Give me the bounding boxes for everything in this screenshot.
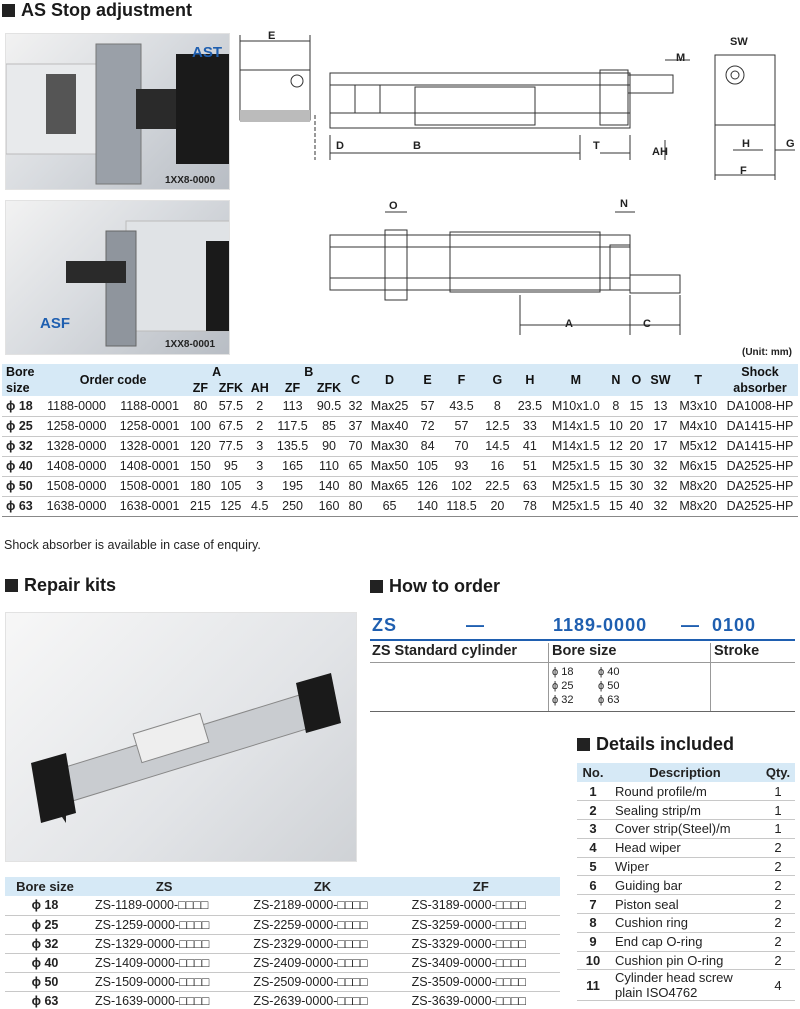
detail-cell-no: 7: [577, 895, 609, 914]
spec-cell: 3: [247, 436, 272, 456]
spec-cell-bore: ϕ 18: [2, 396, 40, 416]
repair-kit-photo: [5, 612, 357, 862]
kit-cell-code: ZS-2189-0000-□□□□: [243, 896, 401, 915]
th-det-qty: Qty.: [761, 763, 795, 782]
detail-cell-qty: 2: [761, 932, 795, 951]
detail-row: [577, 820, 795, 839]
spec-cell: DA1008-HP: [722, 396, 798, 416]
kit-row: [5, 953, 560, 972]
spec-cell: 84: [413, 436, 441, 456]
kit-cell-bore: ϕ 40: [5, 953, 85, 972]
dim-label-C: C: [643, 318, 651, 330]
spec-cell: M25x1.5: [546, 476, 606, 496]
spec-cell: 135.5: [272, 436, 312, 456]
detail-cell-desc: Guiding bar: [609, 876, 761, 895]
spec-cell: 20: [626, 416, 647, 436]
detail-cell-qty: 2: [761, 857, 795, 876]
order-code-stroke: 0100: [712, 615, 757, 635]
order-code-zs: ZS: [372, 615, 398, 635]
spec-cell: 125: [215, 496, 247, 516]
order-vline-1: [548, 643, 549, 711]
kit-cell-code: ZS-2329-0000-□□□□: [243, 934, 401, 953]
section-title-details: Details included: [577, 734, 734, 755]
spec-cell-bore: ϕ 25: [2, 416, 40, 436]
kit-cell-code: ZS-1409-0000-□□□□: [85, 953, 243, 972]
th-AH: AH: [247, 364, 272, 396]
section-square-icon: [370, 580, 383, 593]
kit-cell-bore: ϕ 50: [5, 972, 85, 991]
spec-cell: 140: [413, 496, 441, 516]
spec-row: [2, 496, 798, 516]
th-E: E: [413, 364, 441, 396]
spec-cell: 102: [442, 476, 481, 496]
dim-label-O: O: [389, 200, 398, 212]
detail-cell-no: 3: [577, 820, 609, 839]
th-G: G: [481, 364, 513, 396]
spec-cell: 32: [647, 456, 675, 476]
kit-cell-code: ZS-2259-0000-□□□□: [243, 915, 401, 934]
spec-cell: 80: [345, 496, 366, 516]
th-bore: Bore size: [2, 364, 40, 396]
detail-row: [577, 970, 795, 1001]
th-A-ZFK: ZFK: [215, 380, 247, 396]
spec-cell: 1188-0000: [40, 396, 113, 416]
unit-label: (Unit: mm): [742, 347, 792, 358]
spec-cell: 32: [345, 396, 366, 416]
spec-cell: 126: [413, 476, 441, 496]
spec-cell: 4.5: [247, 496, 272, 516]
spec-cell: 118.5: [442, 496, 481, 516]
dim-label-H: H: [742, 138, 750, 150]
section-title-repair-kits: Repair kits: [5, 575, 116, 596]
spec-cell: M4x10: [674, 416, 722, 436]
spec-cell: Max30: [366, 436, 414, 456]
section-square-icon: [2, 4, 15, 17]
spec-cell: M5x12: [674, 436, 722, 456]
spec-cell: 13: [647, 396, 675, 416]
detail-cell-desc: Piston seal: [609, 895, 761, 914]
detail-cell-qty: 1: [761, 782, 795, 801]
spec-cell: 165: [272, 456, 312, 476]
spec-cell: 85: [313, 416, 345, 436]
dim-label-AH: AH: [652, 146, 668, 158]
kit-row: [5, 915, 560, 934]
spec-cell: M6x15: [674, 456, 722, 476]
spec-cell: 17: [647, 436, 675, 456]
spec-cell: 105: [215, 476, 247, 496]
spec-cell: 15: [606, 456, 627, 476]
detail-cell-qty: 2: [761, 914, 795, 933]
section-title-how-to-order: How to order: [370, 576, 500, 597]
detail-cell-qty: 2: [761, 838, 795, 857]
asf-photo: [5, 200, 230, 355]
spec-cell: 57: [442, 416, 481, 436]
order-col-standard: ZS Standard cylinder: [372, 643, 518, 659]
detail-cell-no: 8: [577, 914, 609, 933]
repair-kits-body: [5, 896, 560, 1009]
spec-cell: 33: [514, 416, 546, 436]
spec-cell: DA2525-HP: [722, 496, 798, 516]
spec-cell: 1508-0001: [113, 476, 186, 496]
detail-cell-qty: 2: [761, 895, 795, 914]
spec-cell: 1408-0000: [40, 456, 113, 476]
detail-cell-no: 4: [577, 838, 609, 857]
order-underline: [370, 639, 795, 641]
spec-cell: 90.5: [313, 396, 345, 416]
spec-cell: M14x1.5: [546, 416, 606, 436]
detail-cell-no: 9: [577, 932, 609, 951]
spec-cell: 63: [514, 476, 546, 496]
th-order-code: Order code: [40, 364, 186, 396]
order-bores-right: ϕ 40 ϕ 50 ϕ 63: [598, 666, 620, 706]
dim-label-A: A: [565, 318, 573, 330]
th-A-ZF: ZF: [186, 380, 214, 396]
spec-cell: 57.5: [215, 396, 247, 416]
spec-cell: 113: [272, 396, 312, 416]
order-bores-left: ϕ 18 ϕ 25 ϕ 32: [552, 666, 574, 706]
detail-cell-qty: 4: [761, 970, 795, 1001]
kit-cell-code: ZS-2509-0000-□□□□: [243, 972, 401, 991]
detail-cell-no: 1: [577, 782, 609, 801]
spec-cell: 95: [215, 456, 247, 476]
kit-cell-code: ZS-1509-0000-□□□□: [85, 972, 243, 991]
th-A: A: [186, 364, 247, 380]
spec-cell: 23.5: [514, 396, 546, 416]
detail-row: [577, 782, 795, 801]
spec-cell: 160: [313, 496, 345, 516]
asf-code: 1XX8-0001: [165, 339, 216, 350]
kit-cell-code: ZS-3509-0000-□□□□: [402, 972, 560, 991]
spec-cell: 90: [313, 436, 345, 456]
spec-cell-bore: ϕ 32: [2, 436, 40, 456]
spec-cell: 15: [606, 496, 627, 516]
details-table: [577, 763, 795, 1001]
th-B-ZFK: ZFK: [313, 380, 345, 396]
kit-row: [5, 934, 560, 953]
order-bottom-line: [370, 711, 795, 712]
th-B-ZF: ZF: [272, 380, 312, 396]
order-dash-2: —: [681, 615, 700, 635]
spec-cell: 65: [366, 496, 414, 516]
detail-row: [577, 932, 795, 951]
details-table-body: [577, 782, 795, 1001]
spec-cell: 1188-0001: [113, 396, 186, 416]
spec-cell: Max40: [366, 416, 414, 436]
spec-cell: M25x1.5: [546, 496, 606, 516]
th-shock: Shock absorber: [722, 364, 798, 396]
detail-cell-qty: 2: [761, 876, 795, 895]
kit-cell-code: ZS-2409-0000-□□□□: [243, 953, 401, 972]
spec-cell: 8: [606, 396, 627, 416]
th-kit-zs: ZS: [85, 877, 243, 896]
th-kit-zf: ZF: [402, 877, 560, 896]
th-H: H: [514, 364, 546, 396]
spec-cell: 110: [313, 456, 345, 476]
detail-cell-desc: Cover strip(Steel)/m: [609, 820, 761, 839]
spec-cell-bore: ϕ 40: [2, 456, 40, 476]
spec-cell: 100: [186, 416, 214, 436]
kit-cell-code: ZS-3639-0000-□□□□: [402, 991, 560, 1009]
spec-cell: 1328-0001: [113, 436, 186, 456]
spec-cell: 1328-0000: [40, 436, 113, 456]
asf-label: ASF: [40, 315, 70, 332]
spec-cell: 15: [606, 476, 627, 496]
spec-cell: DA1415-HP: [722, 436, 798, 456]
spec-cell: DA1415-HP: [722, 416, 798, 436]
spec-cell-bore: ϕ 63: [2, 496, 40, 516]
detail-cell-qty: 2: [761, 951, 795, 970]
spec-cell: M8x20: [674, 496, 722, 516]
spec-cell: DA2525-HP: [722, 476, 798, 496]
spec-cell: 70: [345, 436, 366, 456]
repair-kits-table: [5, 877, 560, 1009]
spec-cell: 93: [442, 456, 481, 476]
spec-cell: 2: [247, 416, 272, 436]
detail-cell-desc: End cap O-ring: [609, 932, 761, 951]
spec-cell: 250: [272, 496, 312, 516]
spec-cell: 65: [345, 456, 366, 476]
dim-label-D: D: [336, 140, 344, 152]
spec-table-body: [2, 396, 798, 516]
detail-cell-desc: Cylinder head screw plain ISO4762: [609, 970, 761, 1001]
spec-cell: 43.5: [442, 396, 481, 416]
spec-cell: 37: [345, 416, 366, 436]
spec-cell: M25x1.5: [546, 456, 606, 476]
spec-cell: 20: [481, 496, 513, 516]
spec-row: [2, 396, 798, 416]
kit-cell-code: ZS-1189-0000-□□□□: [85, 896, 243, 915]
spec-cell: 30: [626, 476, 647, 496]
kit-cell-code: ZS-3259-0000-□□□□: [402, 915, 560, 934]
spec-cell: 16: [481, 456, 513, 476]
kit-cell-code: ZS-1639-0000-□□□□: [85, 991, 243, 1009]
spec-cell: 51: [514, 456, 546, 476]
detail-cell-qty: 1: [761, 820, 795, 839]
detail-row: [577, 951, 795, 970]
spec-cell: 70: [442, 436, 481, 456]
order-divider: [370, 662, 795, 663]
kit-row: [5, 972, 560, 991]
kit-cell-bore: ϕ 63: [5, 991, 85, 1009]
detail-cell-desc: Cushion pin O-ring: [609, 951, 761, 970]
spec-cell: 57: [413, 396, 441, 416]
detail-cell-qty: 1: [761, 801, 795, 820]
th-B: B: [272, 364, 345, 380]
detail-row: [577, 838, 795, 857]
dim-label-G: G: [786, 138, 795, 150]
kit-cell-code: ZS-3409-0000-□□□□: [402, 953, 560, 972]
th-T: T: [674, 364, 722, 396]
spec-cell: 215: [186, 496, 214, 516]
spec-cell: M14x1.5: [546, 436, 606, 456]
spec-cell: 1508-0000: [40, 476, 113, 496]
kit-row: [5, 896, 560, 915]
spec-cell: M8x20: [674, 476, 722, 496]
detail-row: [577, 801, 795, 820]
spec-cell: 77.5: [215, 436, 247, 456]
section-title-as-stop: AS Stop adjustment: [2, 0, 192, 21]
spec-cell: 195: [272, 476, 312, 496]
spec-cell: 32: [647, 476, 675, 496]
spec-cell: 20: [626, 436, 647, 456]
kit-row: [5, 991, 560, 1009]
shock-note: Shock absorber is available in case of enquiry.: [4, 538, 261, 552]
detail-cell-no: 5: [577, 857, 609, 876]
dim-label-E: E: [268, 30, 276, 42]
spec-table: [2, 364, 798, 517]
spec-cell: 3: [247, 456, 272, 476]
spec-row: [2, 456, 798, 476]
kit-cell-bore: ϕ 18: [5, 896, 85, 915]
spec-cell: 32: [647, 496, 675, 516]
order-code-bore: 1189-0000: [553, 615, 648, 635]
detail-row: [577, 876, 795, 895]
detail-cell-desc: Round profile/m: [609, 782, 761, 801]
spec-cell: Max25: [366, 396, 414, 416]
spec-cell: Max50: [366, 456, 414, 476]
spec-cell: 80: [186, 396, 214, 416]
spec-cell: 140: [313, 476, 345, 496]
spec-cell: 41: [514, 436, 546, 456]
detail-cell-desc: Head wiper: [609, 838, 761, 857]
detail-row: [577, 914, 795, 933]
spec-cell: 180: [186, 476, 214, 496]
spec-cell: 40: [626, 496, 647, 516]
spec-cell: 1258-0001: [113, 416, 186, 436]
detail-cell-desc: Wiper: [609, 857, 761, 876]
kit-cell-code: ZS-3329-0000-□□□□: [402, 934, 560, 953]
spec-cell: 14.5: [481, 436, 513, 456]
spec-cell: M3x10: [674, 396, 722, 416]
detail-cell-desc: Sealing strip/m: [609, 801, 761, 820]
th-F: F: [442, 364, 481, 396]
detail-cell-no: 6: [577, 876, 609, 895]
ast-label: AST: [192, 44, 222, 61]
detail-cell-no: 11: [577, 970, 609, 1001]
th-SW: SW: [647, 364, 675, 396]
spec-cell: 80: [345, 476, 366, 496]
spec-cell: 72: [413, 416, 441, 436]
detail-cell-no: 10: [577, 951, 609, 970]
dim-label-F: F: [740, 165, 747, 177]
order-col-stroke: Stroke: [714, 643, 760, 659]
ast-code: 1XX8-0000: [165, 175, 216, 186]
kit-cell-bore: ϕ 25: [5, 915, 85, 934]
th-C: C: [345, 364, 366, 396]
th-D: D: [366, 364, 414, 396]
order-vline-2: [710, 643, 711, 711]
spec-cell: 1638-0001: [113, 496, 186, 516]
spec-cell-bore: ϕ 50: [2, 476, 40, 496]
kit-cell-code: ZS-2639-0000-□□□□: [243, 991, 401, 1009]
cylinder-illustration: [6, 613, 357, 862]
detail-cell-no: 2: [577, 801, 609, 820]
ast-technical-drawing: [235, 25, 800, 185]
spec-cell: 117.5: [272, 416, 312, 436]
dim-label-N: N: [620, 198, 628, 210]
spec-cell: M10x1.0: [546, 396, 606, 416]
kit-cell-code: ZS-1259-0000-□□□□: [85, 915, 243, 934]
th-M: M: [546, 364, 606, 396]
spec-cell: 8: [481, 396, 513, 416]
spec-cell: 67.5: [215, 416, 247, 436]
th-det-desc: Description: [609, 763, 761, 782]
th-kit-bore: Bore size: [5, 877, 85, 896]
th-O: O: [626, 364, 647, 396]
spec-cell: 150: [186, 456, 214, 476]
order-dash-1: —: [466, 615, 485, 635]
th-kit-zk: ZK: [243, 877, 401, 896]
spec-cell: 1258-0000: [40, 416, 113, 436]
section-square-icon: [5, 579, 18, 592]
kit-cell-bore: ϕ 32: [5, 934, 85, 953]
order-col-bore: Bore size: [552, 643, 617, 659]
kit-cell-code: ZS-3189-0000-□□□□: [402, 896, 560, 915]
spec-cell: 3: [247, 476, 272, 496]
th-det-no: No.: [577, 763, 609, 782]
spec-cell: 12.5: [481, 416, 513, 436]
spec-cell: 10: [606, 416, 627, 436]
spec-cell: 78: [514, 496, 546, 516]
spec-cell: 12: [606, 436, 627, 456]
spec-cell: 15: [626, 396, 647, 416]
spec-row: [2, 436, 798, 456]
section-square-icon: [577, 738, 590, 751]
spec-cell: 1638-0000: [40, 496, 113, 516]
spec-cell: 22.5: [481, 476, 513, 496]
spec-cell: DA2525-HP: [722, 456, 798, 476]
spec-cell: 105: [413, 456, 441, 476]
dim-label-M: M: [676, 52, 686, 64]
dim-label-SW: SW: [730, 36, 748, 48]
dim-label-B: B: [413, 140, 421, 152]
dim-label-T: T: [593, 140, 600, 152]
spec-cell: Max65: [366, 476, 414, 496]
spec-cell: 2: [247, 396, 272, 416]
kit-cell-code: ZS-1329-0000-□□□□: [85, 934, 243, 953]
detail-row: [577, 895, 795, 914]
spec-cell: 1408-0001: [113, 456, 186, 476]
detail-cell-desc: Cushion ring: [609, 914, 761, 933]
spec-row: [2, 476, 798, 496]
th-N: N: [606, 364, 627, 396]
spec-cell: 120: [186, 436, 214, 456]
spec-cell: 17: [647, 416, 675, 436]
spec-row: [2, 416, 798, 436]
spec-cell: 30: [626, 456, 647, 476]
detail-row: [577, 857, 795, 876]
